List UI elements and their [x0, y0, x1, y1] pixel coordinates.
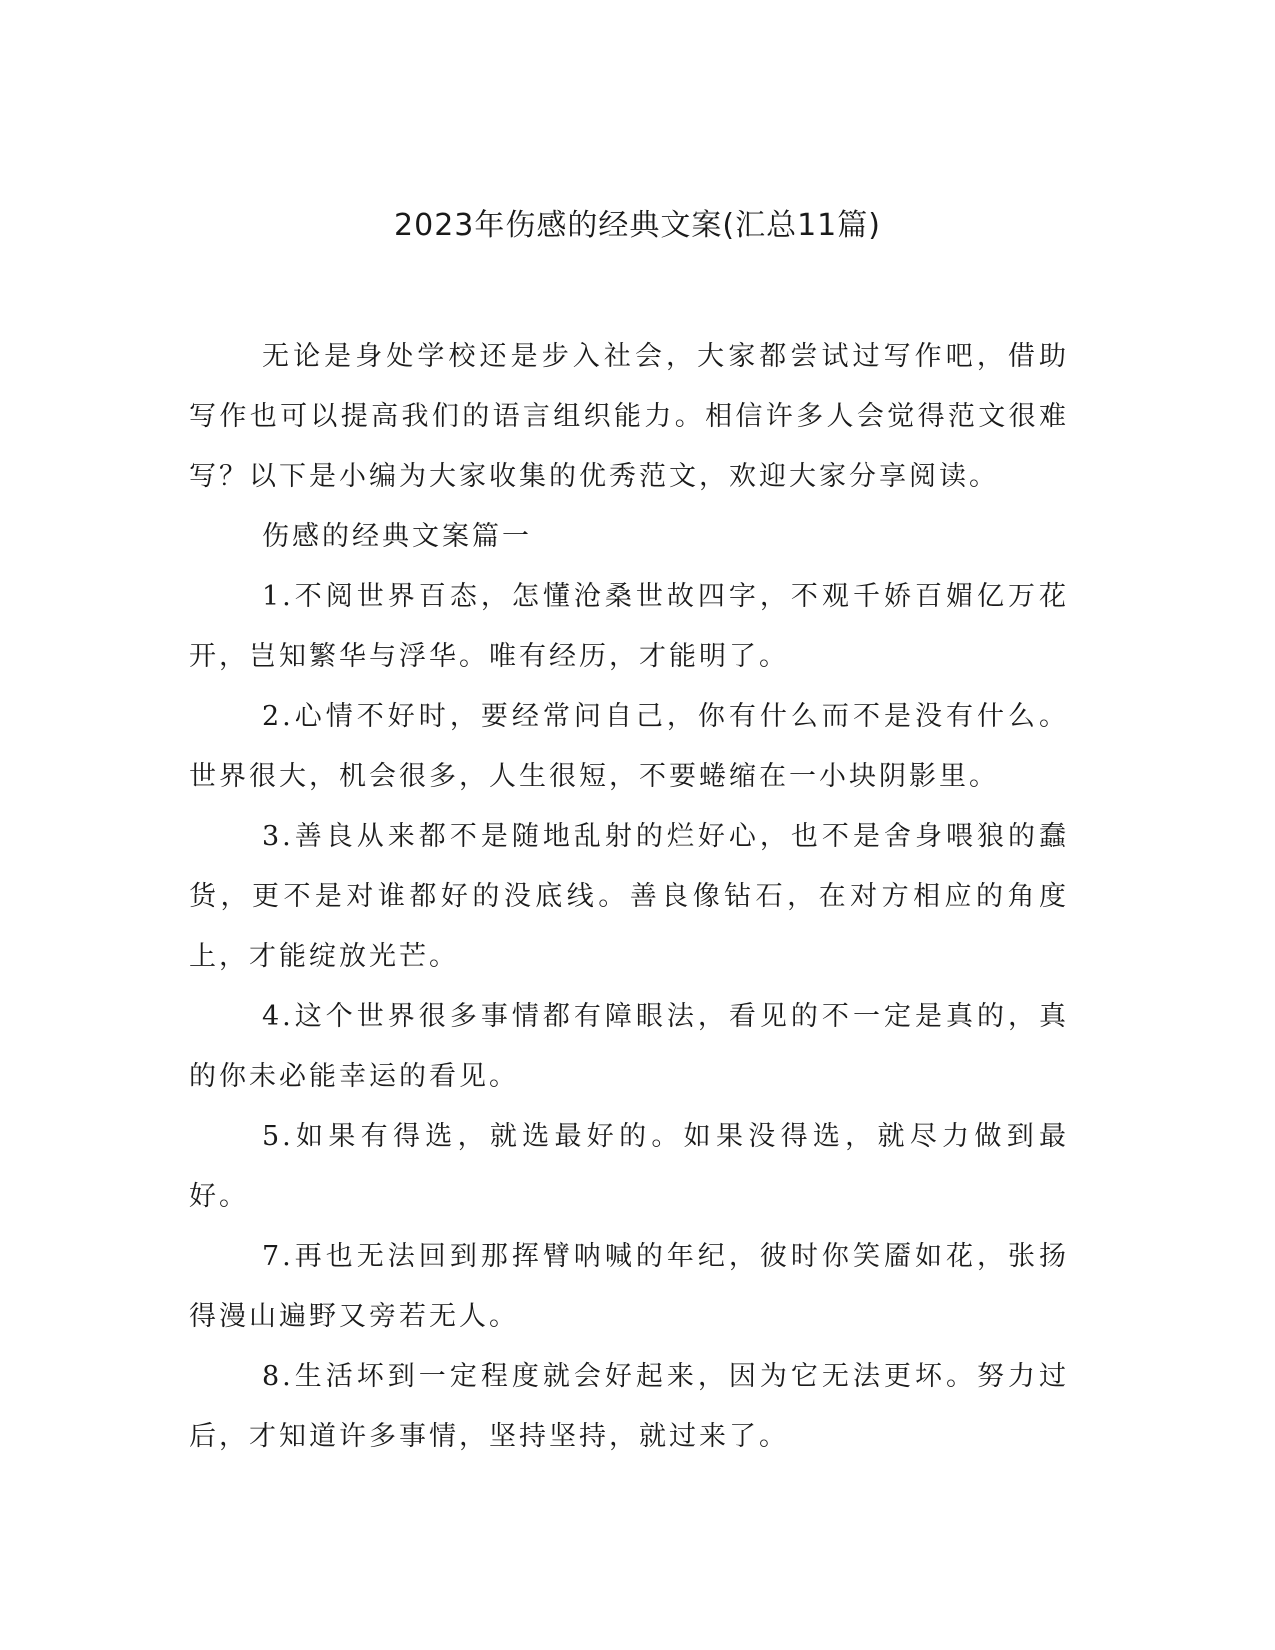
- section-heading: 伤感的经典文案篇一: [262, 521, 532, 552]
- list-item: 2.心情不好时，要经常问自己，你有什么而不是没有什么。世界很大，机会很多，人生很短，不要蜷缩在一小块阴影里。: [189, 701, 1069, 792]
- list-item: 1.不阅世界百态，怎懂沧桑世故四字，不观千娇百媚亿万花开，岂知繁华与浮华。唯有经历，才能明了。: [189, 581, 1069, 672]
- intro-paragraph: 无论是身处学校还是步入社会，大家都尝试过写作吧，借助写作也可以提高我们的语言组织能力。相信许多人会觉得范文很难写？以下是小编为大家收集的优秀范文，欢迎大家分享阅读。: [189, 341, 1069, 492]
- document-title: 2023年伤感的经典文案(汇总11篇): [394, 208, 881, 243]
- list-item: 3.善良从来都不是随地乱射的烂好心，也不是舍身喂狼的蠢货，更不是对谁都好的没底线。善良像钻石，在对方相应的角度上，才能绽放光芒。: [189, 821, 1069, 972]
- list-item: 4.这个世界很多事情都有障眼法，看见的不一定是真的，真的你未必能幸运的看见。: [189, 1001, 1069, 1092]
- list-item: 8.生活坏到一定程度就会好起来，因为它无法更坏。努力过后，才知道许多事情，坚持坚持，就过来了。: [189, 1361, 1069, 1452]
- list-item: 5.如果有得选，就选最好的。如果没得选，就尽力做到最好。: [189, 1121, 1069, 1212]
- list-item: 7.再也无法回到那挥臂呐喊的年纪，彼时你笑靥如花，张扬得漫山遍野又旁若无人。: [189, 1241, 1069, 1332]
- document-body: [189, 327, 1069, 1467]
